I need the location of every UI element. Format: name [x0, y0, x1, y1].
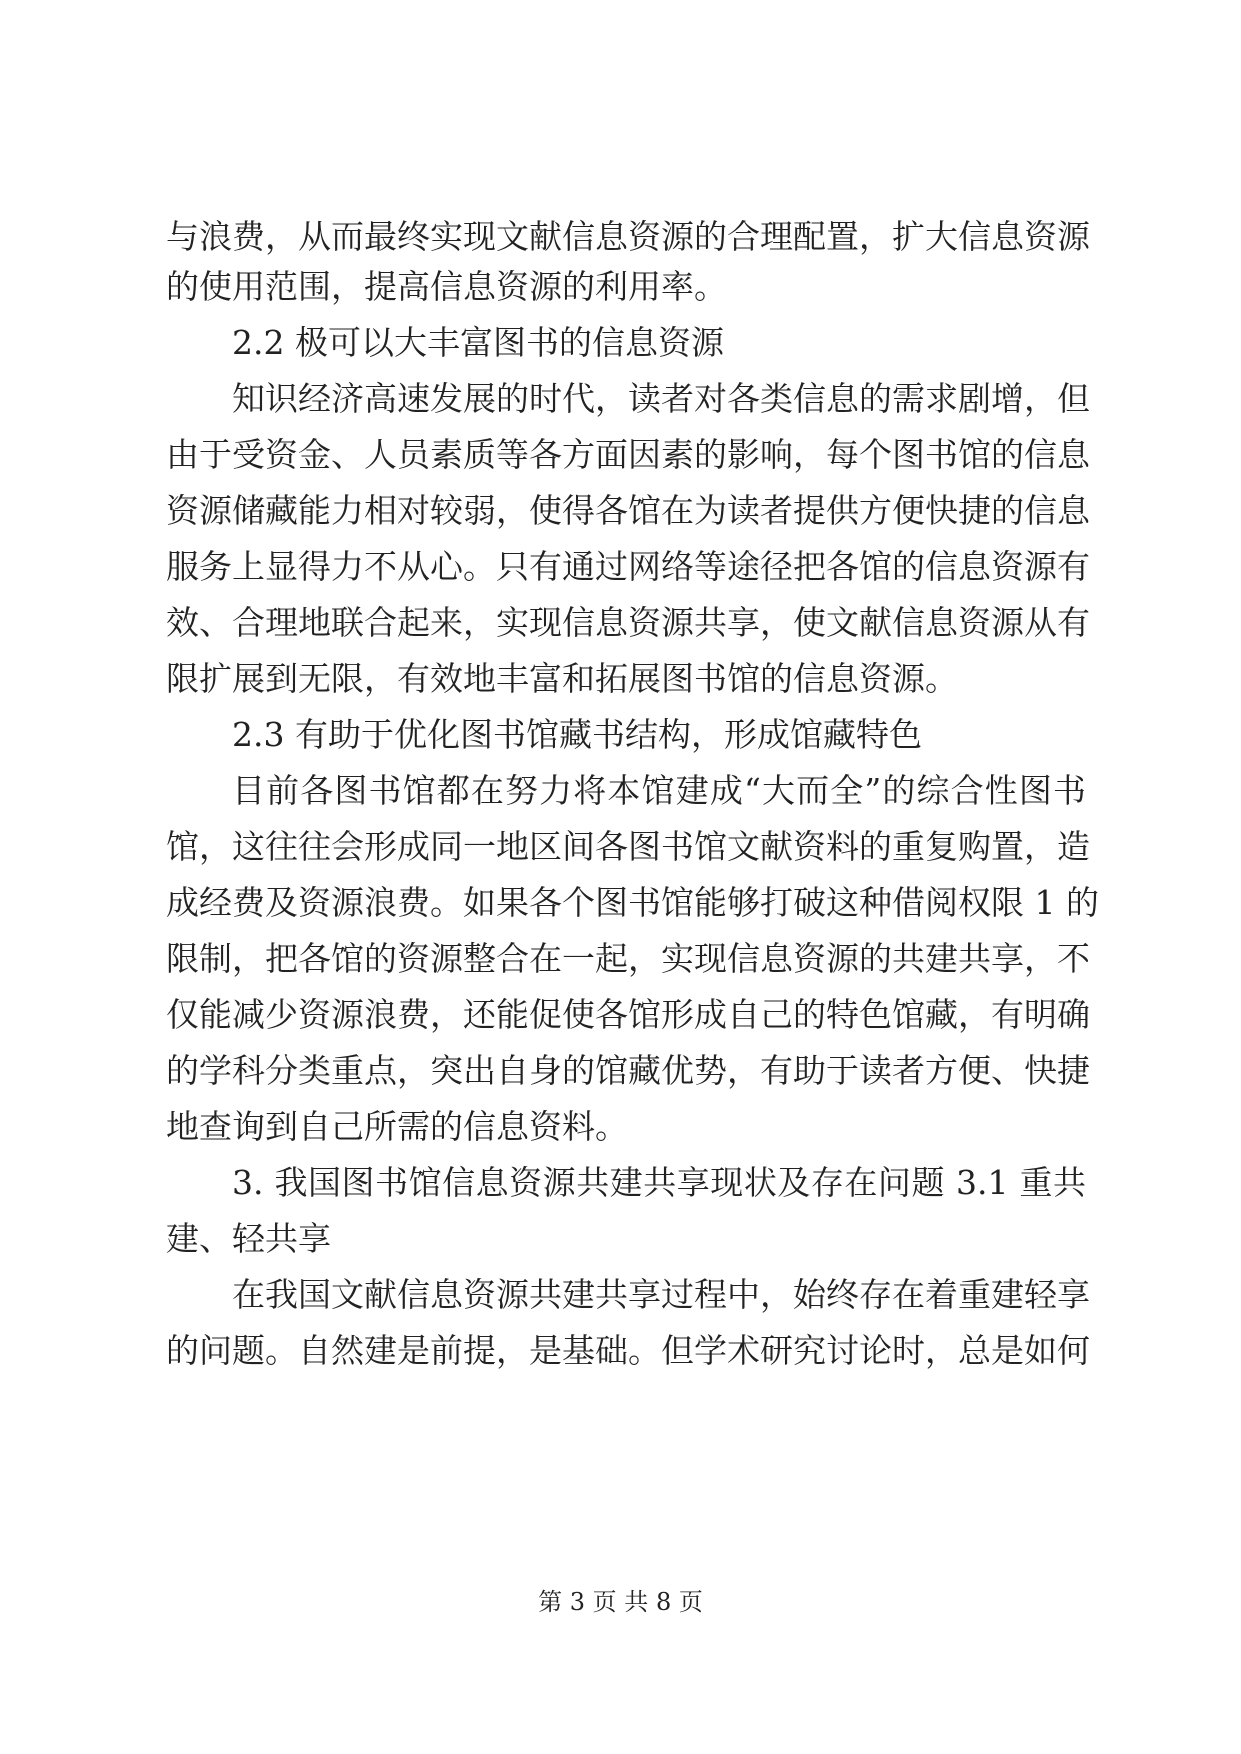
text-line: 限制，把各馆的资源整合在一起，实现信息资源的共建共享，不	[166, 939, 1090, 978]
text-line: 在我国文献信息资源共建共享过程中，始终存在着重建轻享	[232, 1275, 1090, 1314]
text-line: 限扩展到无限，有效地丰富和拓展图书馆的信息资源。	[166, 659, 958, 698]
text-line: 地查询到自己所需的信息资料。	[166, 1107, 628, 1146]
section-heading-3: 3. 我国图书馆信息资源共建共享现状及存在问题 3.1 重共	[232, 1163, 1086, 1202]
text-line: 的使用范围，提高信息资源的利用率。	[166, 267, 727, 306]
text-line: 的学科分类重点，突出自身的馆藏优势，有助于读者方便、快捷	[166, 1051, 1090, 1090]
page-number-footer: 第 3 页 共 8 页	[538, 1588, 703, 1616]
text-line: 仅能减少资源浪费，还能促使各馆形成自己的特色馆藏，有明确	[166, 995, 1090, 1034]
text-line: 成经费及资源浪费。如果各个图书馆能够打破这种借阅权限 1 的	[166, 883, 1099, 922]
text-line: 由于受资金、人员素质等各方面因素的影响，每个图书馆的信息	[166, 435, 1090, 474]
section-heading-2-2: 2.2 极可以大丰富图书的信息资源	[232, 323, 724, 362]
text-line: 馆，这往往会形成同一地区间各图书馆文献资料的重复购置，造	[166, 827, 1090, 866]
text-line: 资源储藏能力相对较弱，使得各馆在为读者提供方便快捷的信息	[166, 491, 1090, 530]
text-line: 知识经济高速发展的时代，读者对各类信息的需求剧增，但	[232, 379, 1090, 418]
text-line: 目前各图书馆都在努力将本馆建成“大而全”的综合性图书	[232, 771, 1086, 810]
text-line: 服务上显得力不从心。只有通过网络等途径把各馆的信息资源有	[166, 547, 1090, 586]
text-line: 与浪费，从而最终实现文献信息资源的合理配置，扩大信息资源	[166, 217, 1090, 256]
text-line: 效、合理地联合起来，实现信息资源共享，使文献信息资源从有	[166, 603, 1090, 642]
text-line: 的问题。自然建是前提，是基础。但学术研究讨论时，总是如何	[166, 1331, 1090, 1370]
section-heading-3-continued: 建、轻共享	[166, 1219, 331, 1258]
section-heading-2-3: 2.3 有助于优化图书馆藏书结构，形成馆藏特色	[232, 715, 922, 754]
